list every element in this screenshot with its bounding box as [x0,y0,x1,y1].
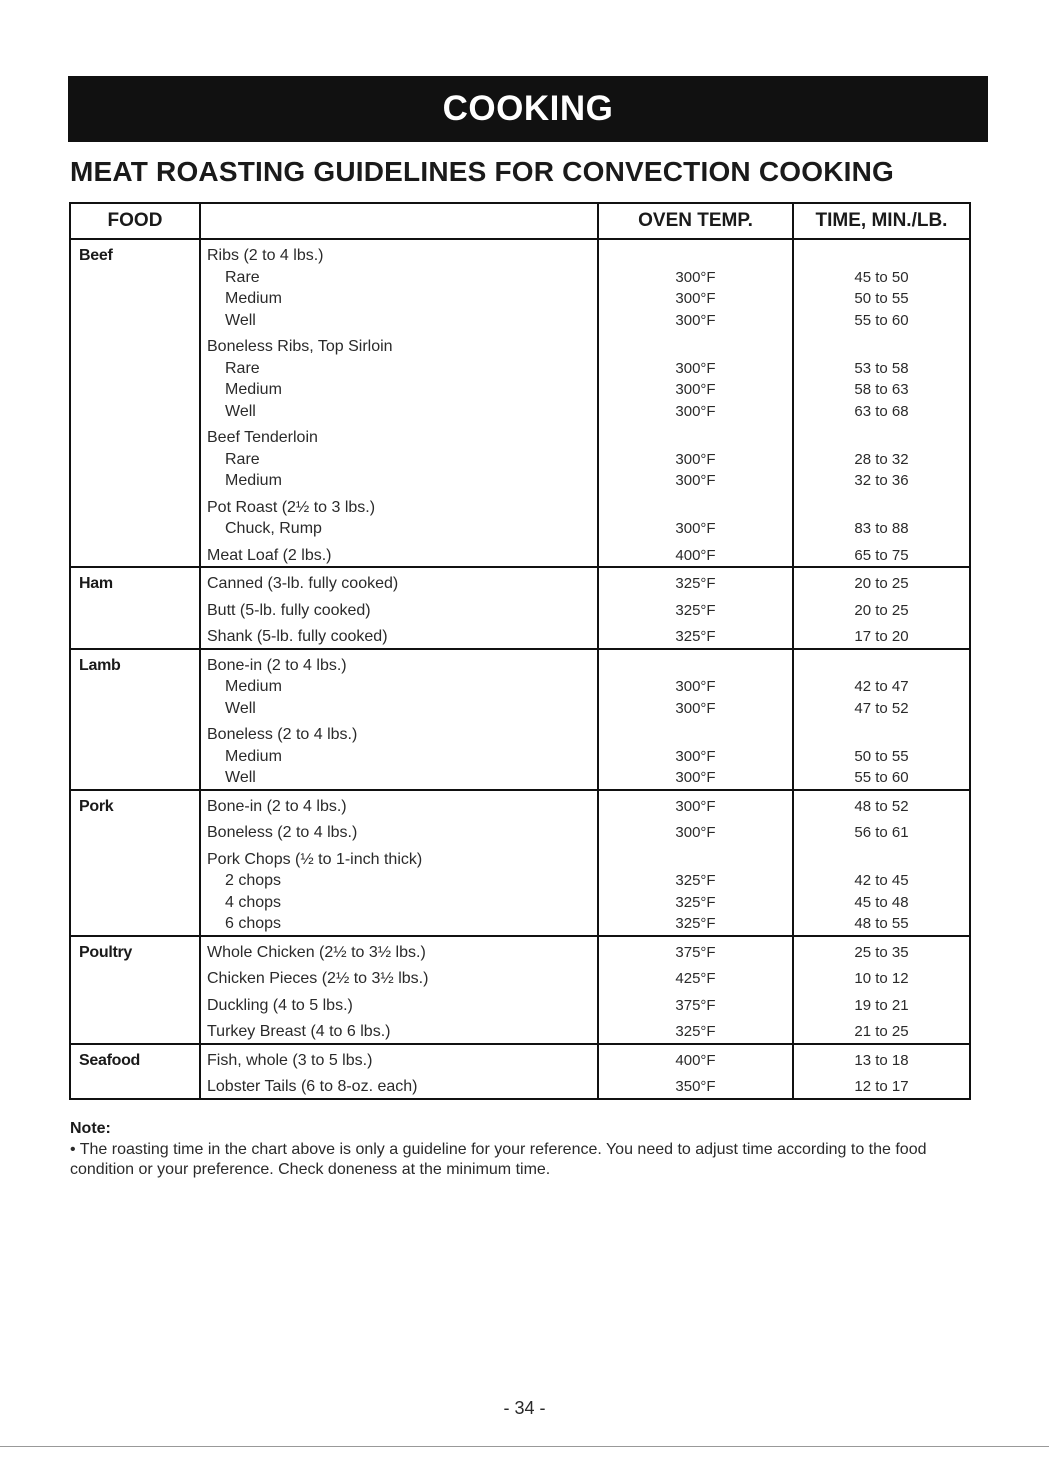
header-oven-temp: OVEN TEMP. [598,203,793,239]
table-row [70,310,970,332]
oven-temp: 325°F [598,870,793,892]
cook-time: 45 to 48 [793,892,970,914]
table-row [70,540,970,568]
oven-temp: 300°F [598,698,793,720]
table-row [70,288,970,310]
table-row [70,913,970,936]
oven-temp: 300°F [598,817,793,844]
oven-temp [598,844,793,871]
cook-time [793,422,970,449]
oven-temp: 300°F [598,676,793,698]
food-item: 4 chops [200,892,598,914]
table-row [70,1071,970,1099]
cook-time: 12 to 17 [793,1071,970,1099]
section-banner [68,76,988,142]
table-row [70,449,970,471]
cook-time: 55 to 60 [793,310,970,332]
food-item: Boneless Ribs, Top Sirloin [200,331,598,358]
food-item: Medium [200,288,598,310]
oven-temp [598,422,793,449]
cook-time: 58 to 63 [793,379,970,401]
food-item: Chuck, Rump [200,518,598,540]
food-item: Medium [200,746,598,768]
oven-temp: 300°F [598,518,793,540]
table-row [70,470,970,492]
food-category: Poultry [70,936,200,1044]
food-item: Well [200,310,598,332]
table-row [70,649,970,677]
cook-time [793,331,970,358]
cook-time [793,649,970,677]
oven-temp: 400°F [598,540,793,568]
food-item: Chicken Pieces (2½ to 3½ lbs.) [200,963,598,990]
food-item: Boneless (2 to 4 lbs.) [200,719,598,746]
cook-time: 56 to 61 [793,817,970,844]
table-row [70,1016,970,1044]
note-title: Note: [70,1120,111,1137]
food-group-seafood [70,1044,970,1099]
food-item: Medium [200,676,598,698]
food-item: 2 chops [200,870,598,892]
oven-temp: 300°F [598,470,793,492]
cook-time: 28 to 32 [793,449,970,471]
food-group-ham [70,567,970,649]
food-item: Whole Chicken (2½ to 3½ lbs.) [200,936,598,964]
cook-time: 45 to 50 [793,267,970,289]
food-category: Pork [70,790,200,936]
oven-temp: 325°F [598,1016,793,1044]
header-item [200,203,598,239]
oven-temp [598,649,793,677]
food-item: Lobster Tails (6 to 8-oz. each) [200,1071,598,1099]
table-row [70,401,970,423]
cook-time [793,719,970,746]
header-food: FOOD [70,203,200,239]
oven-temp: 300°F [598,267,793,289]
oven-temp: 300°F [598,358,793,380]
table-row [70,767,970,790]
oven-temp: 300°F [598,310,793,332]
table-row [70,492,970,519]
cook-time: 55 to 60 [793,767,970,790]
food-item: Rare [200,449,598,471]
oven-temp: 300°F [598,767,793,790]
oven-temp: 325°F [598,595,793,622]
table-row [70,621,970,649]
oven-temp: 400°F [598,1044,793,1072]
table-row [70,892,970,914]
table-row [70,567,970,595]
oven-temp: 325°F [598,892,793,914]
food-item: Bone-in (2 to 4 lbs.) [200,790,598,818]
food-item: Rare [200,267,598,289]
cook-time: 25 to 35 [793,936,970,964]
table-header-row [70,203,970,239]
cook-time: 83 to 88 [793,518,970,540]
table-row [70,817,970,844]
table-row [70,358,970,380]
cook-time [793,239,970,267]
table-row [70,331,970,358]
cook-time: 10 to 12 [793,963,970,990]
food-item: Pork Chops (½ to 1-inch thick) [200,844,598,871]
food-group-poultry [70,936,970,1044]
cook-time: 32 to 36 [793,470,970,492]
food-item: Canned (3-lb. fully cooked) [200,567,598,595]
oven-temp: 300°F [598,379,793,401]
table-row [70,595,970,622]
table-row [70,746,970,768]
cook-time: 48 to 55 [793,913,970,936]
table-row [70,936,970,964]
oven-temp: 350°F [598,1071,793,1099]
food-item: Butt (5-lb. fully cooked) [200,595,598,622]
oven-temp: 325°F [598,621,793,649]
food-group-lamb [70,649,970,790]
food-category: Beef [70,239,200,567]
food-item: Fish, whole (3 to 5 lbs.) [200,1044,598,1072]
page-bottom-rule [0,1446,1049,1447]
note-text: • The roasting time in the chart above is only a guideline for your reference. You need to adjust time according to the food condition or your preference. Check doneness at the minimum time. [70,1141,927,1178]
table-row [70,698,970,720]
oven-temp: 300°F [598,746,793,768]
cook-time: 13 to 18 [793,1044,970,1072]
cook-time [793,844,970,871]
table-row [70,790,970,818]
table-row [70,518,970,540]
oven-temp: 325°F [598,567,793,595]
food-item: Rare [200,358,598,380]
food-item: Duckling (4 to 5 lbs.) [200,990,598,1017]
food-category: Seafood [70,1044,200,1099]
table-row [70,990,970,1017]
table-row [70,676,970,698]
cook-time: 65 to 75 [793,540,970,568]
cook-time: 20 to 25 [793,567,970,595]
food-category: Lamb [70,649,200,790]
oven-temp [598,719,793,746]
table-row [70,239,970,267]
table-row [70,1044,970,1072]
oven-temp: 300°F [598,449,793,471]
oven-temp [598,331,793,358]
food-item: Bone-in (2 to 4 lbs.) [200,649,598,677]
table-row [70,844,970,871]
header-time: TIME, MIN./LB. [793,203,970,239]
oven-temp: 375°F [598,936,793,964]
oven-temp [598,239,793,267]
oven-temp: 425°F [598,963,793,990]
food-item: Beef Tenderloin [200,422,598,449]
oven-temp: 325°F [598,913,793,936]
cook-time: 21 to 25 [793,1016,970,1044]
banner-title: COOKING [442,89,614,128]
oven-temp [598,492,793,519]
food-item: Well [200,401,598,423]
food-item: Medium [200,470,598,492]
table-row [70,379,970,401]
table-row [70,963,970,990]
cook-time: 48 to 52 [793,790,970,818]
oven-temp: 300°F [598,288,793,310]
cook-time: 20 to 25 [793,595,970,622]
cook-time: 50 to 55 [793,288,970,310]
food-item: Well [200,698,598,720]
oven-temp: 300°F [598,401,793,423]
cook-time: 42 to 45 [793,870,970,892]
food-item: Meat Loaf (2 lbs.) [200,540,598,568]
food-item: Well [200,767,598,790]
food-category: Ham [70,567,200,649]
table-row [70,719,970,746]
food-item: 6 chops [200,913,598,936]
food-group-pork [70,790,970,936]
cook-time [793,492,970,519]
cook-time: 19 to 21 [793,990,970,1017]
roasting-guidelines-table [69,202,971,1100]
food-item: Boneless (2 to 4 lbs.) [200,817,598,844]
table-row [70,422,970,449]
food-item: Turkey Breast (4 to 6 lbs.) [200,1016,598,1044]
cook-time: 42 to 47 [793,676,970,698]
page-number: - 34 - [503,1398,546,1418]
food-item: Shank (5-lb. fully cooked) [200,621,598,649]
page-title: MEAT ROASTING GUIDELINES FOR CONVECTION COOKING [70,156,895,187]
food-item: Pot Roast (2½ to 3 lbs.) [200,492,598,519]
cook-time: 53 to 58 [793,358,970,380]
table-row [70,870,970,892]
oven-temp: 300°F [598,790,793,818]
cook-time: 63 to 68 [793,401,970,423]
cook-time: 47 to 52 [793,698,970,720]
table-row [70,267,970,289]
food-group-beef [70,239,970,567]
food-item: Medium [200,379,598,401]
food-item: Ribs (2 to 4 lbs.) [200,239,598,267]
oven-temp: 375°F [598,990,793,1017]
cook-time: 50 to 55 [793,746,970,768]
cook-time: 17 to 20 [793,621,970,649]
